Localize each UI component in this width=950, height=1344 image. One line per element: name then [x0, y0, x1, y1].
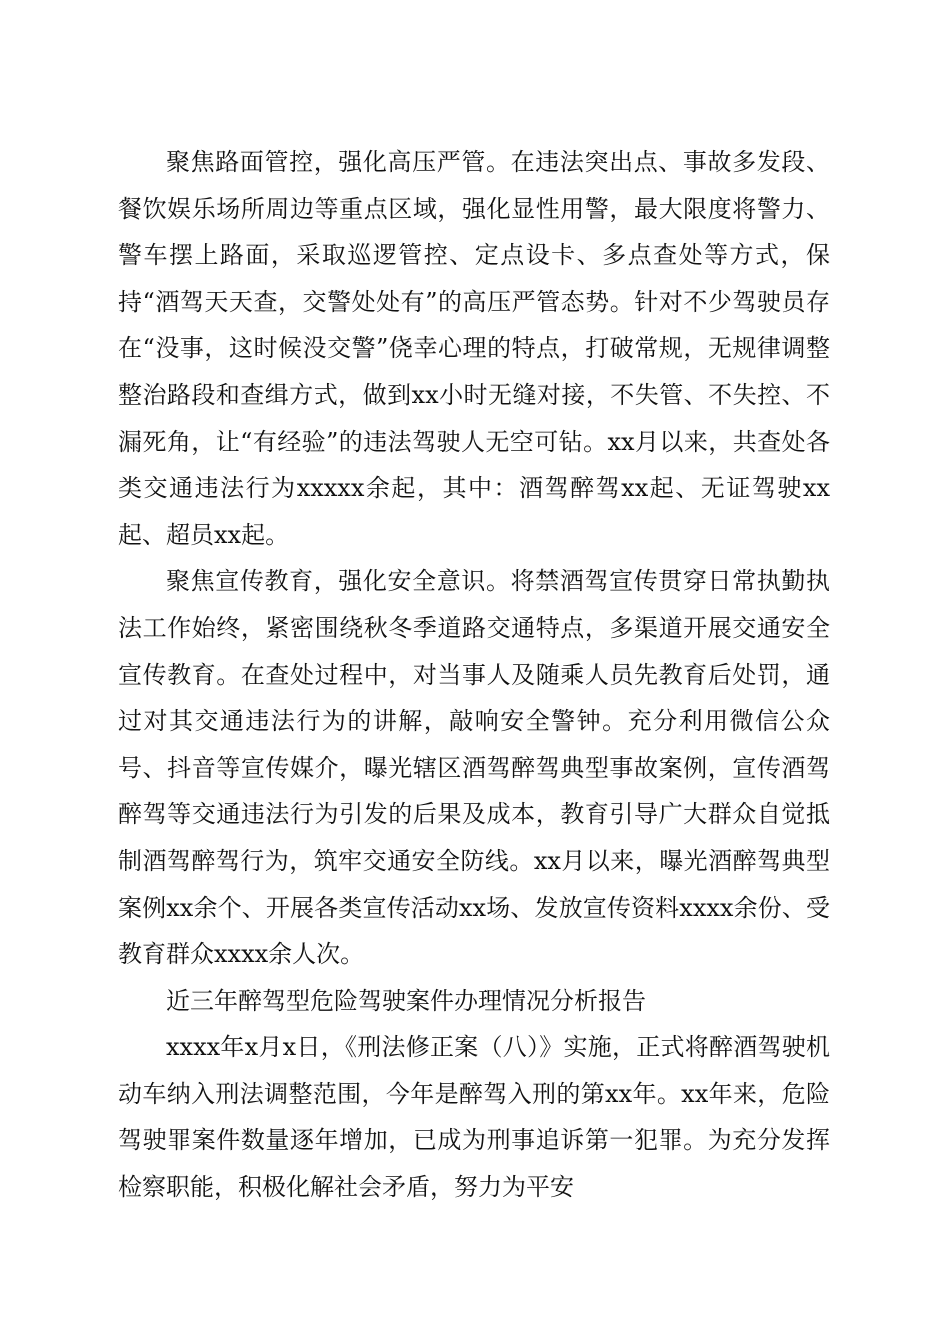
document-body [118, 139, 830, 1211]
report-title: 近三年醉驾型危险驾驶案件办理情况分析报告 [166, 986, 646, 1015]
paragraph-publicity-education: 聚焦宣传教育，强化安全意识。将禁酒驾宣传贯穿日常执勤执法工作始终，紧密围绕秋冬季道路交通特点，多渠道开展交通安全宣传教育。在查处过程中，对当事人及随乘人员先教育后处罚，通过对其交通违法行为的讲解，敲响安全警钟。充分利用微信公众号、抖音等宣传媒介，曝光辖区酒驾醉驾典型事故案例，宣传酒驾醉驾等交通违法行为引发的后果及成本，教育引导广大群众自觉抵制酒驾醉驾行为，筑牢交通安全防线。xx月以来，曝光酒醉驾典型案例xx余个、开展各类宣传活动xx场、发放宣传资料xxxx余份、受教育群众xxxx余人次。 [118, 567, 830, 969]
paragraph-road-control: 聚焦路面管控，强化高压严管。在违法突出点、事故多发段、餐饮娱乐场所周边等重点区域，强化显性用警，最大限度将警力、警车摆上路面，采取巡逻管控、定点设卡、多点查处等方式，保持“酒驾天天查，交警处处有”的高压严管态势。针对不少驾驶员存在“没事，这时候没交警”侥幸心理的特点，打破常规，无规律调整整治路段和查缉方式，做到xx小时无缝对接，不失管、不失控、不漏死角，让“有经验”的违法驾驶人无空可钻。xx月以来，共查处各类交通违法行为xxxxx余起，其中：酒驾醉驾xx起、无证驾驶xx起、超员xx起。 [118, 148, 830, 549]
paragraph-report-intro: xxxx年x月x日，《刑法修正案（八）》实施，正式将醉酒驾驶机动车纳入刑法调整范围，今年是醉驾入刑的第xx年。xx年来，危险驾驶罪案件数量逐年增加，已成为刑事追诉第一犯罪。为充分发挥检察职能，积极化解社会矛盾，努力为平安 [118, 1033, 830, 1202]
